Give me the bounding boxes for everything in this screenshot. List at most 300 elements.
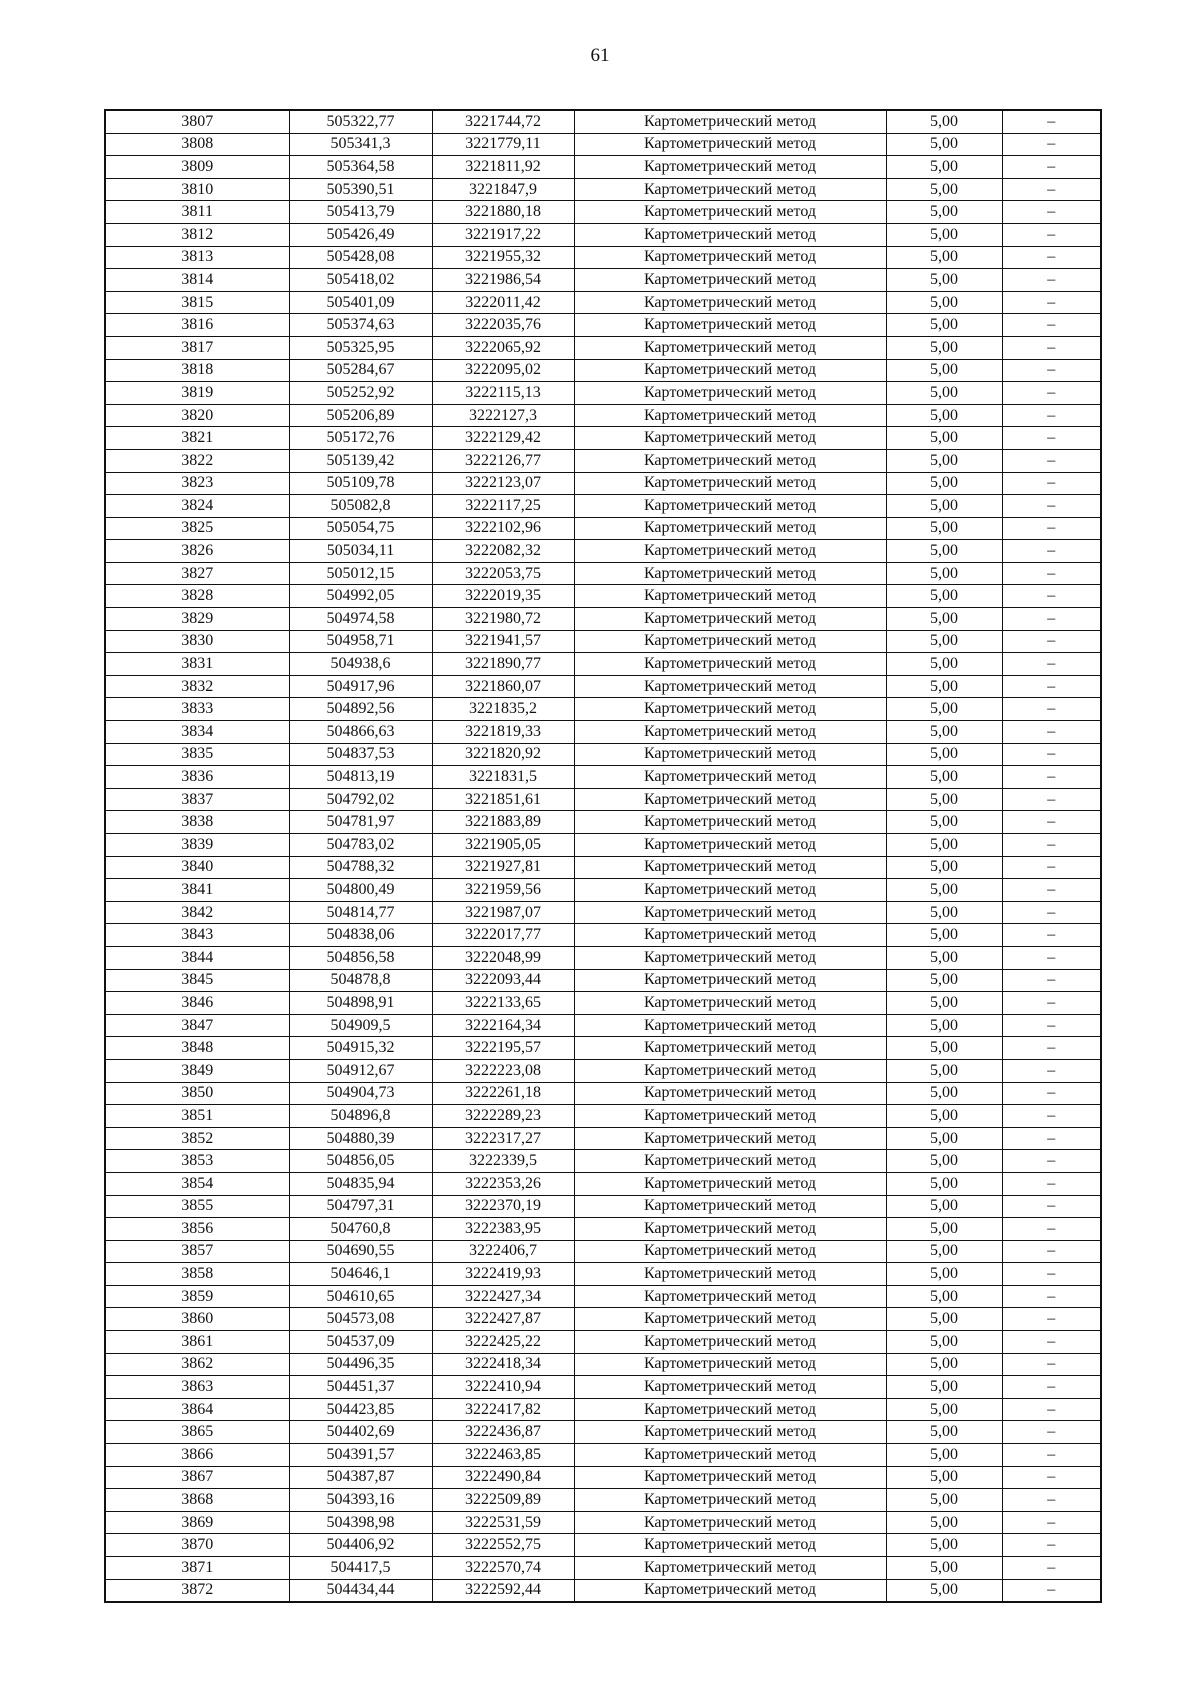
table-row (105, 449, 1101, 472)
table-row (105, 110, 1101, 133)
description-cell: – (1002, 1376, 1101, 1399)
method-cell: Картометрический метод (574, 1127, 886, 1150)
method-cell: Картометрический метод (574, 1059, 886, 1082)
method-cell: Картометрический метод (574, 1444, 886, 1467)
table-row (105, 562, 1101, 585)
description-cell: – (1002, 1489, 1101, 1512)
point-number-cell: 3812 (105, 223, 289, 246)
table-row (105, 404, 1101, 427)
y-coordinate-cell: 3222370,19 (432, 1195, 574, 1218)
description-cell: – (1002, 110, 1101, 133)
method-cell: Картометрический метод (574, 653, 886, 676)
method-cell: Картометрический метод (574, 1353, 886, 1376)
description-cell: – (1002, 1579, 1101, 1602)
y-coordinate-cell: 3222115,13 (432, 382, 574, 405)
y-coordinate-cell: 3222406,7 (432, 1240, 574, 1263)
table-row (105, 1308, 1101, 1331)
accuracy-cell: 5,00 (886, 721, 1002, 744)
x-coordinate-cell: 504896,8 (289, 1105, 432, 1128)
accuracy-cell: 5,00 (886, 698, 1002, 721)
y-coordinate-cell: 3221883,89 (432, 811, 574, 834)
y-coordinate-cell: 3222019,35 (432, 585, 574, 608)
y-coordinate-cell: 3221941,57 (432, 630, 574, 653)
method-cell: Картометрический метод (574, 291, 886, 314)
description-cell: – (1002, 427, 1101, 450)
y-coordinate-cell: 3222463,85 (432, 1444, 574, 1467)
description-cell: – (1002, 969, 1101, 992)
method-cell: Картометрический метод (574, 1014, 886, 1037)
y-coordinate-cell: 3221811,92 (432, 156, 574, 179)
table-row (105, 246, 1101, 269)
x-coordinate-cell: 504904,73 (289, 1082, 432, 1105)
method-cell: Картометрический метод (574, 1421, 886, 1444)
y-coordinate-cell: 3222418,34 (432, 1353, 574, 1376)
table-row (105, 1331, 1101, 1354)
table-row (105, 1466, 1101, 1489)
y-coordinate-cell: 3221986,54 (432, 269, 574, 292)
x-coordinate-cell: 504387,87 (289, 1466, 432, 1489)
accuracy-cell: 5,00 (886, 1285, 1002, 1308)
method-cell: Картометрический метод (574, 178, 886, 201)
table-row (105, 1150, 1101, 1173)
y-coordinate-cell: 3222093,44 (432, 969, 574, 992)
accuracy-cell: 5,00 (886, 449, 1002, 472)
point-number-cell: 3869 (105, 1511, 289, 1534)
accuracy-cell: 5,00 (886, 585, 1002, 608)
method-cell: Картометрический метод (574, 1557, 886, 1580)
y-coordinate-cell: 3222011,42 (432, 291, 574, 314)
y-coordinate-cell: 3222427,34 (432, 1285, 574, 1308)
point-number-cell: 3857 (105, 1240, 289, 1263)
point-number-cell: 3849 (105, 1059, 289, 1082)
description-cell: – (1002, 1557, 1101, 1580)
method-cell: Картометрический метод (574, 110, 886, 133)
table-row (105, 1421, 1101, 1444)
method-cell: Картометрический метод (574, 223, 886, 246)
accuracy-cell: 5,00 (886, 1398, 1002, 1421)
x-coordinate-cell: 504837,53 (289, 743, 432, 766)
accuracy-cell: 5,00 (886, 472, 1002, 495)
point-number-cell: 3851 (105, 1105, 289, 1128)
y-coordinate-cell: 3222417,82 (432, 1398, 574, 1421)
y-coordinate-cell: 3222289,23 (432, 1105, 574, 1128)
accuracy-cell: 5,00 (886, 1082, 1002, 1105)
y-coordinate-cell: 3221851,61 (432, 788, 574, 811)
description-cell: – (1002, 314, 1101, 337)
table-row (105, 879, 1101, 902)
x-coordinate-cell: 505284,67 (289, 359, 432, 382)
y-coordinate-cell: 3221744,72 (432, 110, 574, 133)
y-coordinate-cell: 3222592,44 (432, 1579, 574, 1602)
y-coordinate-cell: 3221779,11 (432, 133, 574, 156)
x-coordinate-cell: 505012,15 (289, 562, 432, 585)
method-cell: Картометрический метод (574, 404, 886, 427)
y-coordinate-cell: 3221835,2 (432, 698, 574, 721)
table-row (105, 1263, 1101, 1286)
table-row (105, 1376, 1101, 1399)
description-cell: – (1002, 788, 1101, 811)
accuracy-cell: 5,00 (886, 901, 1002, 924)
y-coordinate-cell: 3221927,81 (432, 856, 574, 879)
x-coordinate-cell: 505322,77 (289, 110, 432, 133)
table-row (105, 495, 1101, 518)
table-row (105, 969, 1101, 992)
method-cell: Картометрический метод (574, 1489, 886, 1512)
x-coordinate-cell: 505325,95 (289, 336, 432, 359)
x-coordinate-cell: 505364,58 (289, 156, 432, 179)
y-coordinate-cell: 3222317,27 (432, 1127, 574, 1150)
point-number-cell: 3838 (105, 811, 289, 834)
y-coordinate-cell: 3222127,3 (432, 404, 574, 427)
x-coordinate-cell: 505082,8 (289, 495, 432, 518)
accuracy-cell: 5,00 (886, 1534, 1002, 1557)
description-cell: – (1002, 517, 1101, 540)
description-cell: – (1002, 472, 1101, 495)
table-row (105, 336, 1101, 359)
point-number-cell: 3853 (105, 1150, 289, 1173)
point-number-cell: 3848 (105, 1037, 289, 1060)
y-coordinate-cell: 3222570,74 (432, 1557, 574, 1580)
table-row (105, 1444, 1101, 1467)
description-cell: – (1002, 1511, 1101, 1534)
method-cell: Картометрический метод (574, 969, 886, 992)
method-cell: Картометрический метод (574, 1466, 886, 1489)
point-number-cell: 3845 (105, 969, 289, 992)
method-cell: Картометрический метод (574, 1150, 886, 1173)
table-row (105, 1195, 1101, 1218)
point-number-cell: 3840 (105, 856, 289, 879)
method-cell: Картометрический метод (574, 630, 886, 653)
table-row (105, 924, 1101, 947)
description-cell: – (1002, 156, 1101, 179)
table-row (105, 585, 1101, 608)
table-row (105, 901, 1101, 924)
x-coordinate-cell: 504856,58 (289, 946, 432, 969)
table-row (105, 788, 1101, 811)
method-cell: Картометрический метод (574, 675, 886, 698)
method-cell: Картометрический метод (574, 517, 886, 540)
point-number-cell: 3846 (105, 992, 289, 1015)
point-number-cell: 3834 (105, 721, 289, 744)
table-row (105, 1579, 1101, 1602)
y-coordinate-cell: 3222427,87 (432, 1308, 574, 1331)
table-row (105, 1285, 1101, 1308)
x-coordinate-cell: 504892,56 (289, 698, 432, 721)
coordinates-table-body (105, 110, 1101, 1602)
method-cell: Картометрический метод (574, 495, 886, 518)
point-number-cell: 3856 (105, 1218, 289, 1241)
accuracy-cell: 5,00 (886, 1014, 1002, 1037)
method-cell: Картометрический метод (574, 721, 886, 744)
table-row (105, 517, 1101, 540)
accuracy-cell: 5,00 (886, 788, 1002, 811)
method-cell: Картометрический метод (574, 811, 886, 834)
x-coordinate-cell: 504417,5 (289, 1557, 432, 1580)
method-cell: Картометрический метод (574, 585, 886, 608)
method-cell: Картометрический метод (574, 1082, 886, 1105)
point-number-cell: 3828 (105, 585, 289, 608)
y-coordinate-cell: 3222552,75 (432, 1534, 574, 1557)
y-coordinate-cell: 3222048,99 (432, 946, 574, 969)
point-number-cell: 3850 (105, 1082, 289, 1105)
x-coordinate-cell: 504866,63 (289, 721, 432, 744)
x-coordinate-cell: 504898,91 (289, 992, 432, 1015)
table-row (105, 1082, 1101, 1105)
x-coordinate-cell: 504974,58 (289, 608, 432, 631)
accuracy-cell: 5,00 (886, 1172, 1002, 1195)
point-number-cell: 3816 (105, 314, 289, 337)
y-coordinate-cell: 3222117,25 (432, 495, 574, 518)
x-coordinate-cell: 505390,51 (289, 178, 432, 201)
y-coordinate-cell: 3222490,84 (432, 1466, 574, 1489)
method-cell: Картометрический метод (574, 1331, 886, 1354)
x-coordinate-cell: 504402,69 (289, 1421, 432, 1444)
description-cell: – (1002, 653, 1101, 676)
point-number-cell: 3867 (105, 1466, 289, 1489)
point-number-cell: 3830 (105, 630, 289, 653)
accuracy-cell: 5,00 (886, 156, 1002, 179)
description-cell: – (1002, 743, 1101, 766)
description-cell: – (1002, 1331, 1101, 1354)
point-number-cell: 3872 (105, 1579, 289, 1602)
x-coordinate-cell: 505034,11 (289, 540, 432, 563)
point-number-cell: 3822 (105, 449, 289, 472)
accuracy-cell: 5,00 (886, 178, 1002, 201)
table-row (105, 698, 1101, 721)
description-cell: – (1002, 1172, 1101, 1195)
point-number-cell: 3858 (105, 1263, 289, 1286)
table-row (105, 314, 1101, 337)
x-coordinate-cell: 504938,6 (289, 653, 432, 676)
point-number-cell: 3833 (105, 698, 289, 721)
table-row (105, 1534, 1101, 1557)
accuracy-cell: 5,00 (886, 766, 1002, 789)
x-coordinate-cell: 504573,08 (289, 1308, 432, 1331)
table-row (105, 630, 1101, 653)
accuracy-cell: 5,00 (886, 1240, 1002, 1263)
method-cell: Картометрический метод (574, 472, 886, 495)
description-cell: – (1002, 1353, 1101, 1376)
point-number-cell: 3859 (105, 1285, 289, 1308)
method-cell: Картометрический метод (574, 314, 886, 337)
x-coordinate-cell: 505426,49 (289, 223, 432, 246)
y-coordinate-cell: 3221959,56 (432, 879, 574, 902)
method-cell: Картометрический метод (574, 834, 886, 857)
table-row (105, 992, 1101, 1015)
table-row (105, 156, 1101, 179)
y-coordinate-cell: 3222383,95 (432, 1218, 574, 1241)
table-row (105, 1240, 1101, 1263)
method-cell: Картометрический метод (574, 698, 886, 721)
table-row (105, 608, 1101, 631)
point-number-cell: 3870 (105, 1534, 289, 1557)
method-cell: Картометрический метод (574, 1240, 886, 1263)
method-cell: Картометрический метод (574, 1263, 886, 1286)
method-cell: Картометрический метод (574, 608, 886, 631)
table-row (105, 1172, 1101, 1195)
method-cell: Картометрический метод (574, 1398, 886, 1421)
accuracy-cell: 5,00 (886, 924, 1002, 947)
accuracy-cell: 5,00 (886, 314, 1002, 337)
point-number-cell: 3844 (105, 946, 289, 969)
table-row (105, 1557, 1101, 1580)
table-row (105, 133, 1101, 156)
point-number-cell: 3843 (105, 924, 289, 947)
method-cell: Картометрический метод (574, 856, 886, 879)
y-coordinate-cell: 3222129,42 (432, 427, 574, 450)
accuracy-cell: 5,00 (886, 382, 1002, 405)
description-cell: – (1002, 359, 1101, 382)
x-coordinate-cell: 504792,02 (289, 788, 432, 811)
method-cell: Картометрический метод (574, 1511, 886, 1534)
description-cell: – (1002, 630, 1101, 653)
description-cell: – (1002, 382, 1101, 405)
method-cell: Картометрический метод (574, 133, 886, 156)
table-row (105, 472, 1101, 495)
method-cell: Картометрический метод (574, 359, 886, 382)
x-coordinate-cell: 504800,49 (289, 879, 432, 902)
point-number-cell: 3860 (105, 1308, 289, 1331)
description-cell: – (1002, 834, 1101, 857)
point-number-cell: 3871 (105, 1557, 289, 1580)
description-cell: – (1002, 1150, 1101, 1173)
point-number-cell: 3864 (105, 1398, 289, 1421)
description-cell: – (1002, 495, 1101, 518)
accuracy-cell: 5,00 (886, 1037, 1002, 1060)
x-coordinate-cell: 504915,32 (289, 1037, 432, 1060)
accuracy-cell: 5,00 (886, 336, 1002, 359)
x-coordinate-cell: 505109,78 (289, 472, 432, 495)
x-coordinate-cell: 504781,97 (289, 811, 432, 834)
point-number-cell: 3814 (105, 269, 289, 292)
point-number-cell: 3866 (105, 1444, 289, 1467)
y-coordinate-cell: 3222102,96 (432, 517, 574, 540)
page-number: 61 (590, 45, 610, 66)
accuracy-cell: 5,00 (886, 653, 1002, 676)
x-coordinate-cell: 505054,75 (289, 517, 432, 540)
point-number-cell: 3817 (105, 336, 289, 359)
x-coordinate-cell: 505139,42 (289, 449, 432, 472)
description-cell: – (1002, 1466, 1101, 1489)
y-coordinate-cell: 3221890,77 (432, 653, 574, 676)
point-number-cell: 3868 (105, 1489, 289, 1512)
point-number-cell: 3818 (105, 359, 289, 382)
method-cell: Картометрический метод (574, 382, 886, 405)
point-number-cell: 3807 (105, 110, 289, 133)
accuracy-cell: 5,00 (886, 675, 1002, 698)
point-number-cell: 3823 (105, 472, 289, 495)
accuracy-cell: 5,00 (886, 133, 1002, 156)
description-cell: – (1002, 269, 1101, 292)
x-coordinate-cell: 505401,09 (289, 291, 432, 314)
x-coordinate-cell: 504838,06 (289, 924, 432, 947)
method-cell: Картометрический метод (574, 156, 886, 179)
point-number-cell: 3810 (105, 178, 289, 201)
method-cell: Картометрический метод (574, 743, 886, 766)
accuracy-cell: 5,00 (886, 495, 1002, 518)
method-cell: Картометрический метод (574, 1534, 886, 1557)
description-cell: – (1002, 585, 1101, 608)
x-coordinate-cell: 504690,55 (289, 1240, 432, 1263)
y-coordinate-cell: 3222035,76 (432, 314, 574, 337)
table-row (105, 1059, 1101, 1082)
table-row (105, 653, 1101, 676)
accuracy-cell: 5,00 (886, 969, 1002, 992)
table-row (105, 1511, 1101, 1534)
table-row (105, 1014, 1101, 1037)
method-cell: Картометрический метод (574, 201, 886, 224)
x-coordinate-cell: 505341,3 (289, 133, 432, 156)
method-cell: Картометрический метод (574, 336, 886, 359)
accuracy-cell: 5,00 (886, 246, 1002, 269)
description-cell: – (1002, 879, 1101, 902)
table-row (105, 766, 1101, 789)
y-coordinate-cell: 3222223,08 (432, 1059, 574, 1082)
description-cell: – (1002, 1398, 1101, 1421)
accuracy-cell: 5,00 (886, 1331, 1002, 1354)
accuracy-cell: 5,00 (886, 269, 1002, 292)
accuracy-cell: 5,00 (886, 879, 1002, 902)
y-coordinate-cell: 3222353,26 (432, 1172, 574, 1195)
table-row (105, 1037, 1101, 1060)
accuracy-cell: 5,00 (886, 1059, 1002, 1082)
method-cell: Картометрический метод (574, 879, 886, 902)
method-cell: Картометрический метод (574, 924, 886, 947)
point-number-cell: 3827 (105, 562, 289, 585)
description-cell: – (1002, 404, 1101, 427)
description-cell: – (1002, 1014, 1101, 1037)
description-cell: – (1002, 924, 1101, 947)
x-coordinate-cell: 504992,05 (289, 585, 432, 608)
method-cell: Картометрический метод (574, 946, 886, 969)
y-coordinate-cell: 3221987,07 (432, 901, 574, 924)
description-cell: – (1002, 291, 1101, 314)
table-row (105, 743, 1101, 766)
accuracy-cell: 5,00 (886, 743, 1002, 766)
y-coordinate-cell: 3222017,77 (432, 924, 574, 947)
description-cell: – (1002, 1263, 1101, 1286)
accuracy-cell: 5,00 (886, 1466, 1002, 1489)
accuracy-cell: 5,00 (886, 1421, 1002, 1444)
x-coordinate-cell: 504406,92 (289, 1534, 432, 1557)
description-cell: – (1002, 946, 1101, 969)
x-coordinate-cell: 504856,05 (289, 1150, 432, 1173)
x-coordinate-cell: 505418,02 (289, 269, 432, 292)
x-coordinate-cell: 504610,65 (289, 1285, 432, 1308)
point-number-cell: 3854 (105, 1172, 289, 1195)
point-number-cell: 3824 (105, 495, 289, 518)
x-coordinate-cell: 504958,71 (289, 630, 432, 653)
table-row (105, 359, 1101, 382)
table-row (105, 382, 1101, 405)
y-coordinate-cell: 3221831,5 (432, 766, 574, 789)
accuracy-cell: 5,00 (886, 427, 1002, 450)
x-coordinate-cell: 504797,31 (289, 1195, 432, 1218)
point-number-cell: 3842 (105, 901, 289, 924)
description-cell: – (1002, 811, 1101, 834)
x-coordinate-cell: 504391,57 (289, 1444, 432, 1467)
point-number-cell: 3808 (105, 133, 289, 156)
description-cell: – (1002, 1421, 1101, 1444)
accuracy-cell: 5,00 (886, 856, 1002, 879)
table-row (105, 1218, 1101, 1241)
accuracy-cell: 5,00 (886, 1489, 1002, 1512)
accuracy-cell: 5,00 (886, 404, 1002, 427)
y-coordinate-cell: 3222123,07 (432, 472, 574, 495)
y-coordinate-cell: 3221880,18 (432, 201, 574, 224)
x-coordinate-cell: 504537,09 (289, 1331, 432, 1354)
point-number-cell: 3815 (105, 291, 289, 314)
